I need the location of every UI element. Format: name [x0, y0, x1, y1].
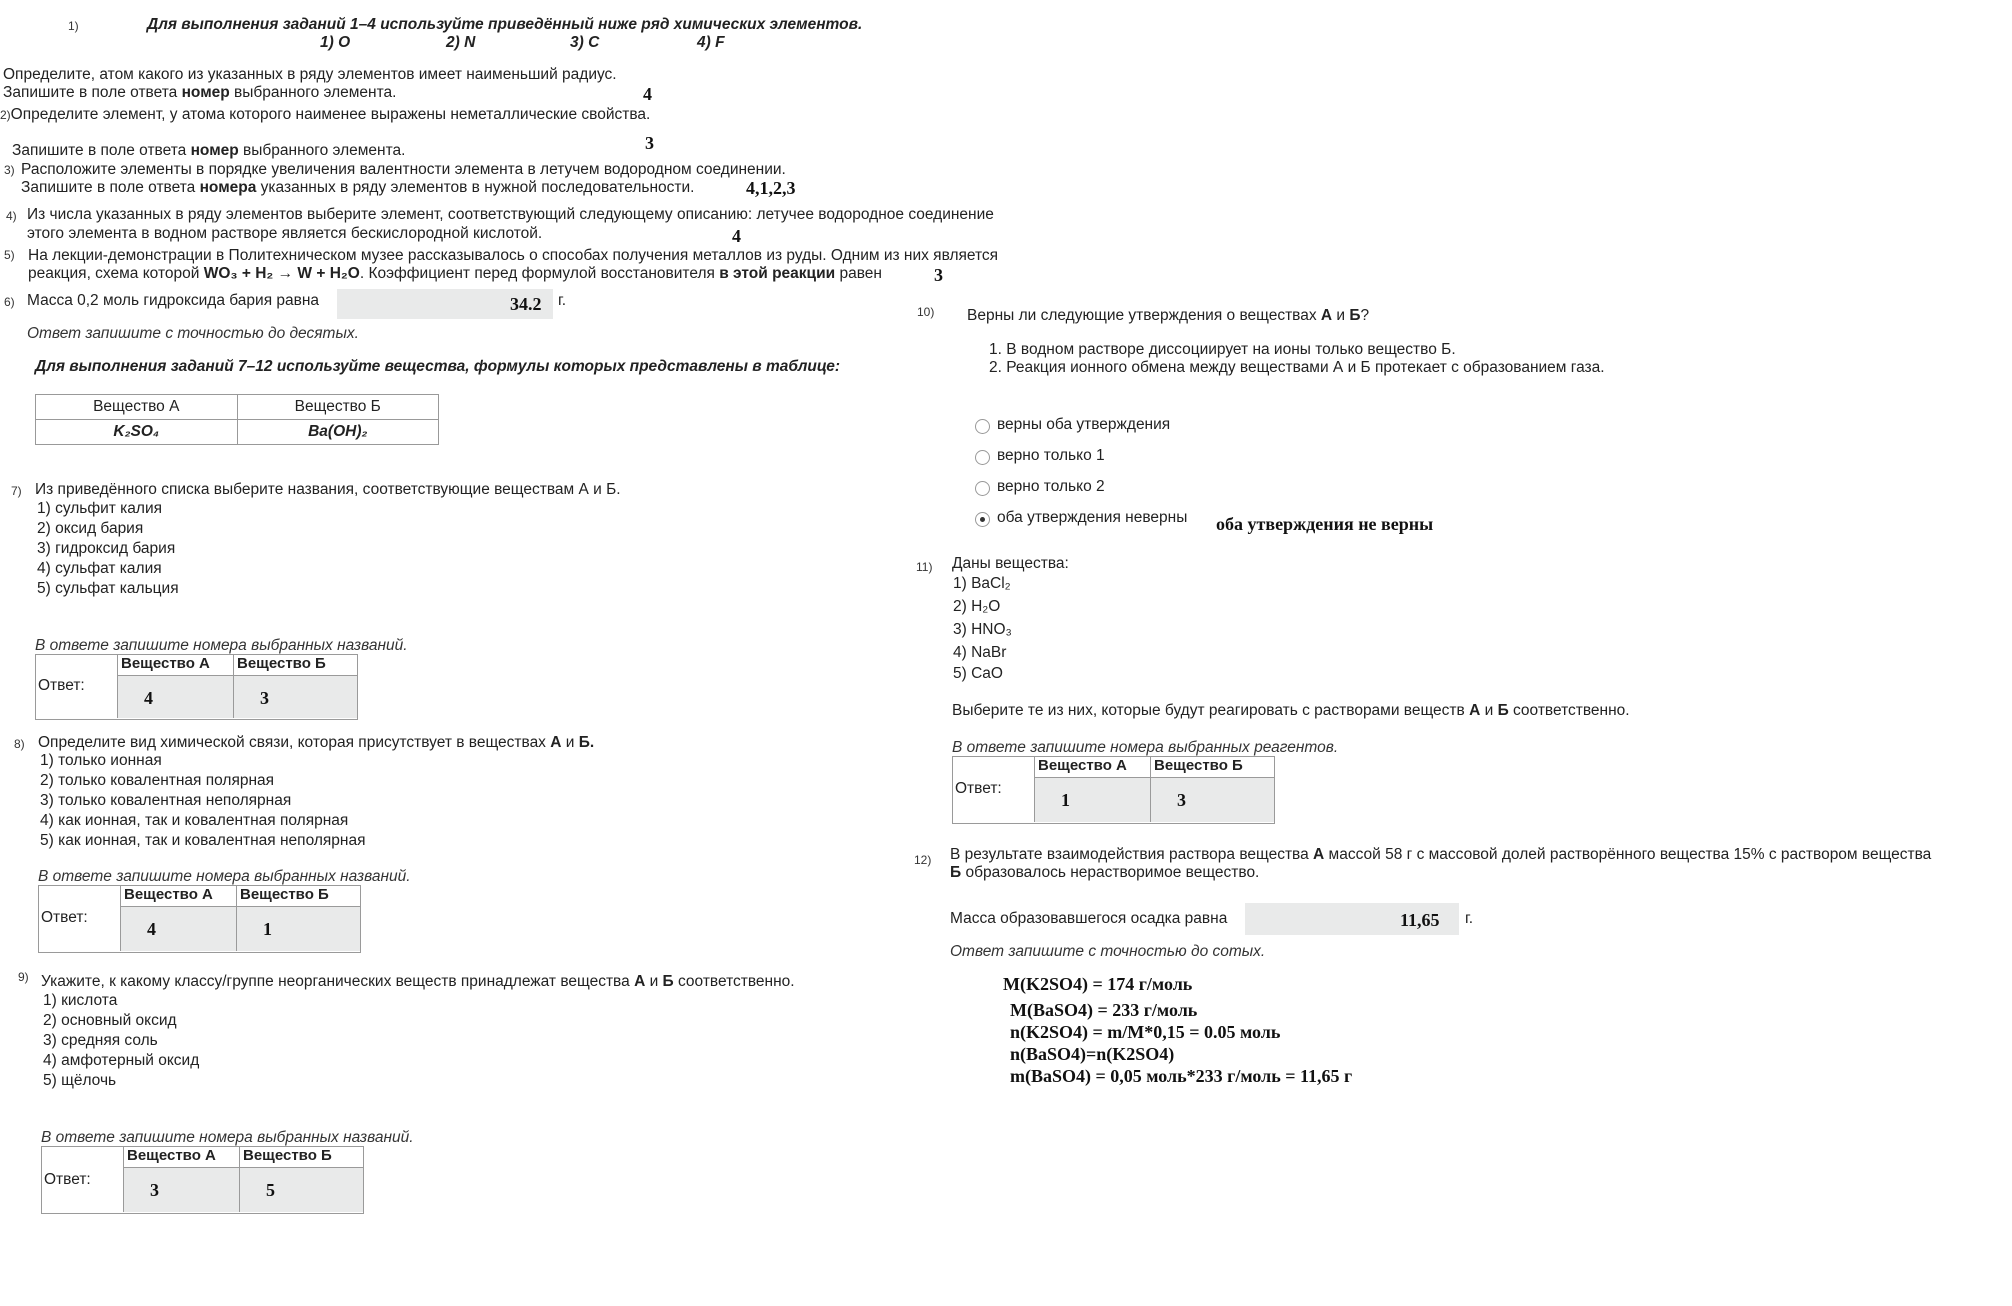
q12-question: В результате взаимодействия раствора вещества А массой 58 г с массовой долей растворённого вещества 15% с раствором вещества	[950, 846, 1932, 863]
q4-answer: 4	[732, 226, 741, 246]
q4-number: 4)	[6, 209, 17, 223]
q2-instruction: Запишите в поле ответа номер выбранного элемента.	[12, 142, 406, 159]
q10-statement-2: 2. Реакция ионного обмена между веществами А и Б протекает с образованием газа.	[989, 359, 1605, 376]
q6-answer-value: 34.2	[510, 294, 542, 314]
q3-instruction: Запишите в поле ответа номера указанных в ряду элементов в нужной последовательности.	[21, 179, 695, 196]
q9-option-1: 1) кислота	[43, 992, 118, 1009]
q12-answer-field[interactable]	[1245, 903, 1459, 935]
q11-answer-b-field[interactable]: 3	[1150, 778, 1274, 822]
q11-option-4: 4) NaBr	[953, 644, 1007, 661]
q3-answer: 4,1,2,3	[746, 178, 796, 198]
q4-question-cont: этого элемента в водном растворе является бескислородной кислотой.	[27, 225, 543, 242]
substance-b-formula: Ba(OH)₂	[237, 420, 439, 445]
q10-number: 10)	[917, 305, 935, 319]
q11-col-b: Вещество Б	[1150, 757, 1275, 778]
q7-answer-label: Ответ:	[38, 677, 85, 694]
q7-option-4: 4) сульфат калия	[37, 560, 162, 577]
q11-option-2: 2) H₂O	[953, 598, 1001, 615]
q9-number: 9)	[18, 970, 29, 984]
substances-col-b: Вещество Б	[237, 395, 439, 420]
q9-col-a: Вещество А	[123, 1147, 243, 1168]
q7-col-b: Вещество Б	[233, 655, 358, 676]
q10-statement-1: 1. В водном растворе диссоциирует на ионы только вещество Б.	[989, 341, 1456, 358]
q11-option-3: 3) HNO₃	[953, 621, 1012, 638]
q9-answer-a-field[interactable]: 3	[123, 1168, 240, 1212]
q4-question: Из числа указанных в ряду элементов выберите элемент, соответствующий следующему описанию: летучее водородное соединение	[27, 206, 994, 223]
q6-number: 6)	[4, 295, 15, 309]
q8-option-1: 1) только ионная	[40, 752, 162, 769]
q7-option-5: 5) сульфат кальция	[37, 580, 179, 597]
q2-question: 2)Определите элемент, у атома которого наименее выражены неметаллические свойства.	[0, 106, 651, 123]
q12-unit: г.	[1465, 910, 1474, 927]
substances-col-a: Вещество А	[36, 395, 238, 420]
q8-answer-b-field[interactable]: 1	[236, 907, 360, 951]
q8-note: В ответе запишите номера выбранных названий.	[38, 868, 411, 885]
q11-answer-a-field[interactable]: 1	[1034, 778, 1151, 822]
q12-solution-line-3: n(K2SO4) = m/M*0,15 = 0.05 моль	[1010, 1022, 1281, 1042]
q12-solution-line-4: n(BaSO4)=n(K2SO4)	[1010, 1044, 1175, 1064]
q8-col-b: Вещество Б	[236, 886, 361, 907]
q1-header: Для выполнения заданий 1–4 используйте приведённый ниже ряд химических элементов.	[147, 16, 863, 33]
q11-option-5: 5) CaO	[953, 665, 1003, 682]
q7-option-2: 2) оксид бария	[37, 520, 144, 537]
q10-option-2[interactable]: верно только 1	[997, 447, 1105, 464]
q1-element-1: 1) O	[320, 34, 351, 51]
q7-question: Из приведённого списка выберите названия, соответствующие веществам А и Б.	[35, 481, 621, 498]
q7-answer-a-field[interactable]: 4	[117, 676, 234, 718]
q10-option-1[interactable]: верны оба утверждения	[997, 416, 1171, 433]
q9-option-2: 2) основный оксид	[43, 1012, 177, 1029]
q10-radio-2[interactable]	[975, 450, 990, 465]
q9-answer-b-field[interactable]: 5	[239, 1168, 363, 1212]
q8-option-4: 4) как ионная, так и ковалентная полярная	[40, 812, 349, 829]
q6-unit: г.	[558, 292, 567, 309]
substances-header: Для выполнения заданий 7–12 используйте вещества, формулы которых представлены в таблице:	[35, 358, 841, 375]
q7-number: 7)	[11, 484, 22, 498]
q12-solution-line-1: M(K2SO4) = 174 г/моль	[1003, 974, 1193, 994]
q10-radio-1[interactable]	[975, 419, 990, 434]
q5-answer: 3	[934, 265, 943, 285]
q5-question: На лекции-демонстрации в Политехническом музее рассказывалось о способах получения металлов из руды. Одним из них является	[28, 247, 999, 264]
q1-question: Определите, атом какого из указанных в ряду элементов имеет наименьший радиус.	[3, 66, 617, 83]
q9-answer-label: Ответ:	[44, 1171, 91, 1188]
q1-number: 1)	[68, 19, 79, 33]
q3-number: 3)	[4, 163, 15, 177]
q8-col-a: Вещество А	[120, 886, 240, 907]
q11-number: 11)	[916, 560, 933, 574]
q11-instruction: Выберите те из них, которые будут реагировать с растворами веществ А и Б соответственно.	[952, 702, 1630, 719]
q5-number: 5)	[4, 248, 15, 262]
q1-answer: 4	[643, 84, 652, 104]
q10-radio-4-selected[interactable]	[975, 512, 990, 527]
q12-number: 12)	[914, 853, 932, 867]
substances-table	[35, 394, 439, 445]
q8-answer-a-field[interactable]: 4	[120, 907, 237, 951]
q10-radio-3[interactable]	[975, 481, 990, 496]
q11-answer-label: Ответ:	[955, 780, 1002, 797]
q6-answer-field[interactable]	[337, 289, 553, 319]
substance-a-formula: K₂SO₄	[36, 420, 238, 445]
q3-question: Расположите элементы в порядке увеличения валентности элемента в летучем водородном соединении.	[21, 161, 786, 178]
q7-col-a: Вещество А	[117, 655, 237, 676]
q12-answer-value: 11,65	[1400, 910, 1440, 930]
q6-note: Ответ запишите с точностью до десятых.	[27, 325, 359, 342]
q11-note: В ответе запишите номера выбранных реагентов.	[952, 739, 1339, 756]
q11-col-a: Вещество А	[1034, 757, 1154, 778]
q11-option-1: 1) BaCl₂	[953, 575, 1011, 592]
q8-option-2: 2) только ковалентная полярная	[40, 772, 275, 789]
q8-number: 8)	[14, 737, 25, 751]
q9-option-5: 5) щёлочь	[43, 1072, 117, 1089]
q8-question: Определите вид химической связи, которая присутствует в веществах А и Б.	[38, 734, 595, 751]
q9-option-4: 4) амфотерный оксид	[43, 1052, 200, 1069]
q1-element-2: 2) N	[446, 34, 476, 51]
q5-question-cont: реакция, схема которой WO₃ + H₂ → W + H₂O. Коэффициент перед формулой восстановителя в этой реакции равен	[28, 265, 882, 282]
q12-mass-text: Масса образовавшегося осадка равна	[950, 910, 1228, 927]
q1-element-3: 3) C	[570, 34, 600, 51]
q9-col-b: Вещество Б	[239, 1147, 364, 1168]
q11-question: Даны вещества:	[952, 555, 1069, 572]
q10-handwritten-answer: оба утверждения не верны	[1216, 514, 1434, 534]
q12-note: Ответ запишите с точностью до сотых.	[950, 943, 1266, 960]
q8-option-5: 5) как ионная, так и ковалентная неполярная	[40, 832, 366, 849]
q7-note: В ответе запишите номера выбранных названий.	[35, 637, 408, 654]
q12-solution-line-5: m(BaSO4) = 0,05 моль*233 г/моль = 11,65 г	[1010, 1066, 1353, 1086]
q12-solution-line-2: M(BaSO4) = 233 г/моль	[1010, 1000, 1198, 1020]
q7-option-3: 3) гидроксид бария	[37, 540, 176, 557]
q1-element-4: 4) F	[697, 34, 725, 51]
q10-option-3[interactable]: верно только 2	[997, 478, 1105, 495]
q12-question-cont: Б образовалось нерастворимое вещество.	[950, 864, 1260, 881]
q1-instruction: Запишите в поле ответа номер выбранного элемента.	[3, 84, 397, 101]
q9-question: Укажите, к какому классу/группе неорганических веществ принадлежат вещества А и Б соответственно.	[41, 973, 795, 990]
q2-answer: 3	[645, 133, 654, 153]
q7-answer-b-field[interactable]: 3	[233, 676, 357, 718]
q6-question: Масса 0,2 моль гидроксида бария равна	[27, 292, 320, 309]
q9-note: В ответе запишите номера выбранных названий.	[41, 1129, 414, 1146]
q7-option-1: 1) сульфит калия	[37, 500, 163, 517]
q8-answer-label: Ответ:	[41, 909, 88, 926]
q9-option-3: 3) средняя соль	[43, 1032, 158, 1049]
q10-option-4[interactable]: оба утверждения неверны	[997, 509, 1188, 526]
q10-question: Верны ли следующие утверждения о веществах А и Б?	[967, 307, 1370, 324]
q8-option-3: 3) только ковалентная неполярная	[40, 792, 292, 809]
